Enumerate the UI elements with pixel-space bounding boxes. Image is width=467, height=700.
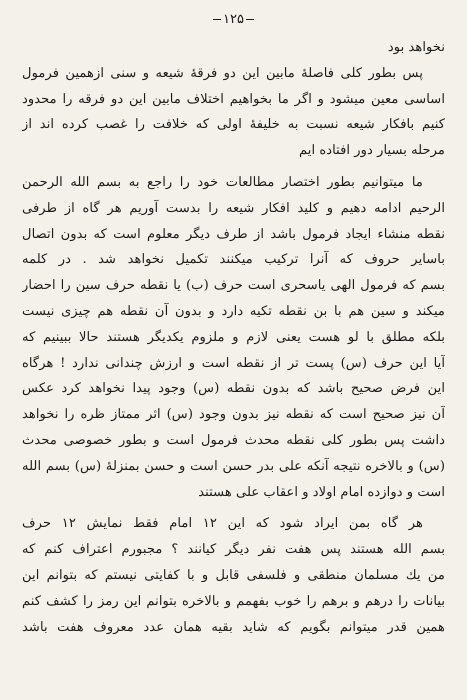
text-line: الرحیم ادامه دهیم و کلید افکار شیعه را بدست آوریم هر گاه از طرفی <box>22 200 445 216</box>
text-line: مرحله بسیار دور افتاده ایم <box>299 143 445 159</box>
text-line: هر گاه بمن ایراد شود که این ۱۲ امام فقط نمایش ۱۲ حرف <box>22 516 423 532</box>
text-line: بسم الله هستند پس هفت نفر دیگر کیانند ؟ مجبورم اعتراف کنم که <box>22 542 445 558</box>
text-line: کنیم بافکار شیعه نسبت به خلیفهٔ اولی که خلافت را غصب کرده اند از <box>22 117 445 133</box>
page-number: ۱۲۵ <box>223 12 244 27</box>
text-line: بلکه مطلق با لو هست یعنی لازم و ملزوم یکدیگر هستند حالا ببینیم که <box>22 329 445 345</box>
text-line: میکند و سین هم با بن نقطه تکیه دارد و بدون آن نقطه هم چیزی نیست <box>22 303 445 319</box>
text-line: بسم که فرمول الهی یاسحری است حرف (ب) یا نقطه حرف سین را احضار <box>22 278 445 294</box>
text-line: نقطه منشاء ایجاد فرمول باشد از طرف دیگر معلوم است که بدون اتصال <box>22 226 445 242</box>
text-line: این فرض صحیح باشد که بدون نقطه (س) وجود پیدا نخواهد کرد عکس <box>22 381 445 397</box>
header-dash-left <box>213 19 221 20</box>
text-line: است و دوازده امام اولاد و اعقاب علی هستند <box>198 484 445 500</box>
text-line: آیا این حرف (س) پست تر از نقطه است و ارزش چندانی ندارد ! هرگاه <box>22 355 445 371</box>
page-number-header <box>22 12 445 27</box>
text-line: من یك مسلمان منطقی و فلسفی قابل و با کفایتی نیستم که بتوانم این <box>22 567 445 583</box>
text-line: پس بطور کلی فاصلهٔ مابین این دو فرقهٔ شیعه و سنی ازهمین فرمول <box>22 65 423 81</box>
text-line: داشت پس بطور کلی نقطه محدث فرمول است و بطور خصوصی محدث <box>22 432 445 448</box>
text-line: آن نیز صحیح است که نقطه نیز بدون وجود (س) اثر ممتاز ظره را نخواهد <box>22 407 445 423</box>
text-line: اساسی معین میشود و اگر ما بخواهیم اختلاف مابین این دو فرقه را محدود <box>22 91 445 107</box>
text-line: ما میتوانیم بطور اختصار مطالعات خود را راجع به بسم الله الرحمن <box>22 174 423 190</box>
text-line: نخواهد بود <box>387 40 445 55</box>
text-line: باسایر حروف که آنرا ترکیب میکنند تکمیل نخواهد شد . در کلمه <box>22 252 445 268</box>
body-text <box>22 35 445 640</box>
text-line: (س) و بالاخره نتیجه آنکه علی بدر حسن است و حسن بمنزلهٔ (س) بسم الله <box>22 458 445 474</box>
header-dash-right <box>246 19 254 20</box>
text-line: همین قدر میتوانم بگویم که شاید بقیه همان عدد معروف هفت باشد <box>22 619 445 635</box>
text-line: بیانات را درهم و برهم را خوب بفهمم و بالاخره بتوانم این رمز را کشف کنم <box>22 593 445 609</box>
